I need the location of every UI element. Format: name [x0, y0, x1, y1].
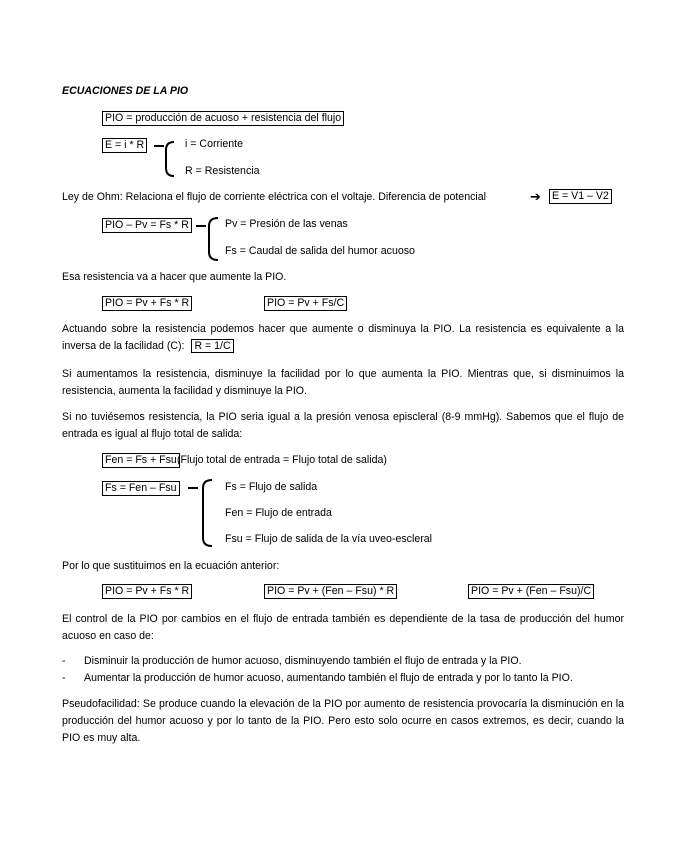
- legend-item: Fen = Flujo de entrada: [225, 507, 332, 519]
- paragraph: Pseudofacilidad: Se produce cuando la elevación de la PIO por aumento de resistencia provocaría la disminución en la producción del humor acuoso y por lo tanto de la PIO. Pero esto solo ocurre en casos extremos, es decir, cuando la PIO es muy alta.: [62, 698, 624, 744]
- ohm-law-text: Ley de Ohm: Relaciona el flujo de corriente eléctrica con el voltaje. Diferencia de potencial: [62, 191, 486, 203]
- equation-pio-pv: PIO – Pv = Fs * R: [102, 218, 192, 233]
- legend-item: Pv = Presión de las venas: [225, 218, 348, 230]
- arrow-right-icon: ➔: [530, 189, 541, 204]
- equation-substituted: PIO = Pv + (Fen – Fsu)/C: [468, 584, 594, 599]
- brace-icon: [152, 140, 182, 180]
- equation-note: (Flujo total de entrada = Flujo total de salida): [177, 454, 387, 466]
- equation-pio-sum: PIO = Pv + Fs * R: [102, 296, 192, 311]
- equation-voltage: E = V1 – V2: [549, 189, 612, 204]
- page-title: ECUACIONES DE LA PIO: [62, 85, 189, 97]
- equation-pio-facility: PIO = Pv + Fs/C: [264, 296, 347, 311]
- paragraph: Si no tuviésemos resistencia, la PIO seria igual a la presión venosa episcleral (8-9 mmHg). Sabemos que el flujo de entrada es igual al flujo total de salida:: [62, 411, 624, 440]
- legend-item: Fs = Caudal de salida del humor acuoso: [225, 245, 415, 257]
- legend-item: Fs = Flujo de salida: [225, 481, 318, 493]
- equation-fs: Fs = Fen – Fsu: [102, 481, 180, 496]
- brace-icon: [194, 216, 224, 262]
- equation-e-i-r: E = i * R: [102, 138, 147, 153]
- list-item: - Disminuir la producción de humor acuoso, disminuyendo también el flujo de entrada y la PIO.: [62, 655, 522, 667]
- legend-item: Fsu = Flujo de salida de la vía uveo-escleral: [225, 533, 432, 545]
- equation-substituted: PIO = Pv + (Fen – Fsu) * R: [264, 584, 397, 599]
- paragraph: Por lo que sustituimos en la ecuación anterior:: [62, 560, 280, 572]
- brace-icon: [186, 478, 218, 550]
- paragraph: El control de la PIO por cambios en el flujo de entrada también es dependiente de la tasa de producción del humor acuoso en caso de:: [62, 613, 624, 642]
- equation-pio-definition: PIO = producción de acuoso + resistencia del flujo: [102, 111, 344, 126]
- list-item: - Aumentar la producción de humor acuoso, aumentando también el flujo de entrada y por lo tanto la PIO.: [62, 672, 573, 684]
- equation-fen: Fen = Fs + Fsu: [102, 453, 180, 468]
- equation-substituted: PIO = Pv + Fs * R: [102, 584, 192, 599]
- legend-item: i = Corriente: [185, 138, 243, 150]
- paragraph: Actuando sobre la resistencia podemos hacer que aumente o disminuya la PIO. La resistencia es equivalente a la inversa de la facilidad (C): R = 1/C: [62, 323, 624, 352]
- legend-item: R = Resistencia: [185, 165, 260, 177]
- paragraph: Si aumentamos la resistencia, disminuye la facilidad por lo que aumenta la PIO. Mientras que, si disminuimos la resistencia, aumenta la facilidad y disminuye la PIO.: [62, 368, 624, 397]
- paragraph: Esa resistencia va a hacer que aumente la PIO.: [62, 271, 287, 283]
- equation-r: R = 1/C: [191, 339, 233, 353]
